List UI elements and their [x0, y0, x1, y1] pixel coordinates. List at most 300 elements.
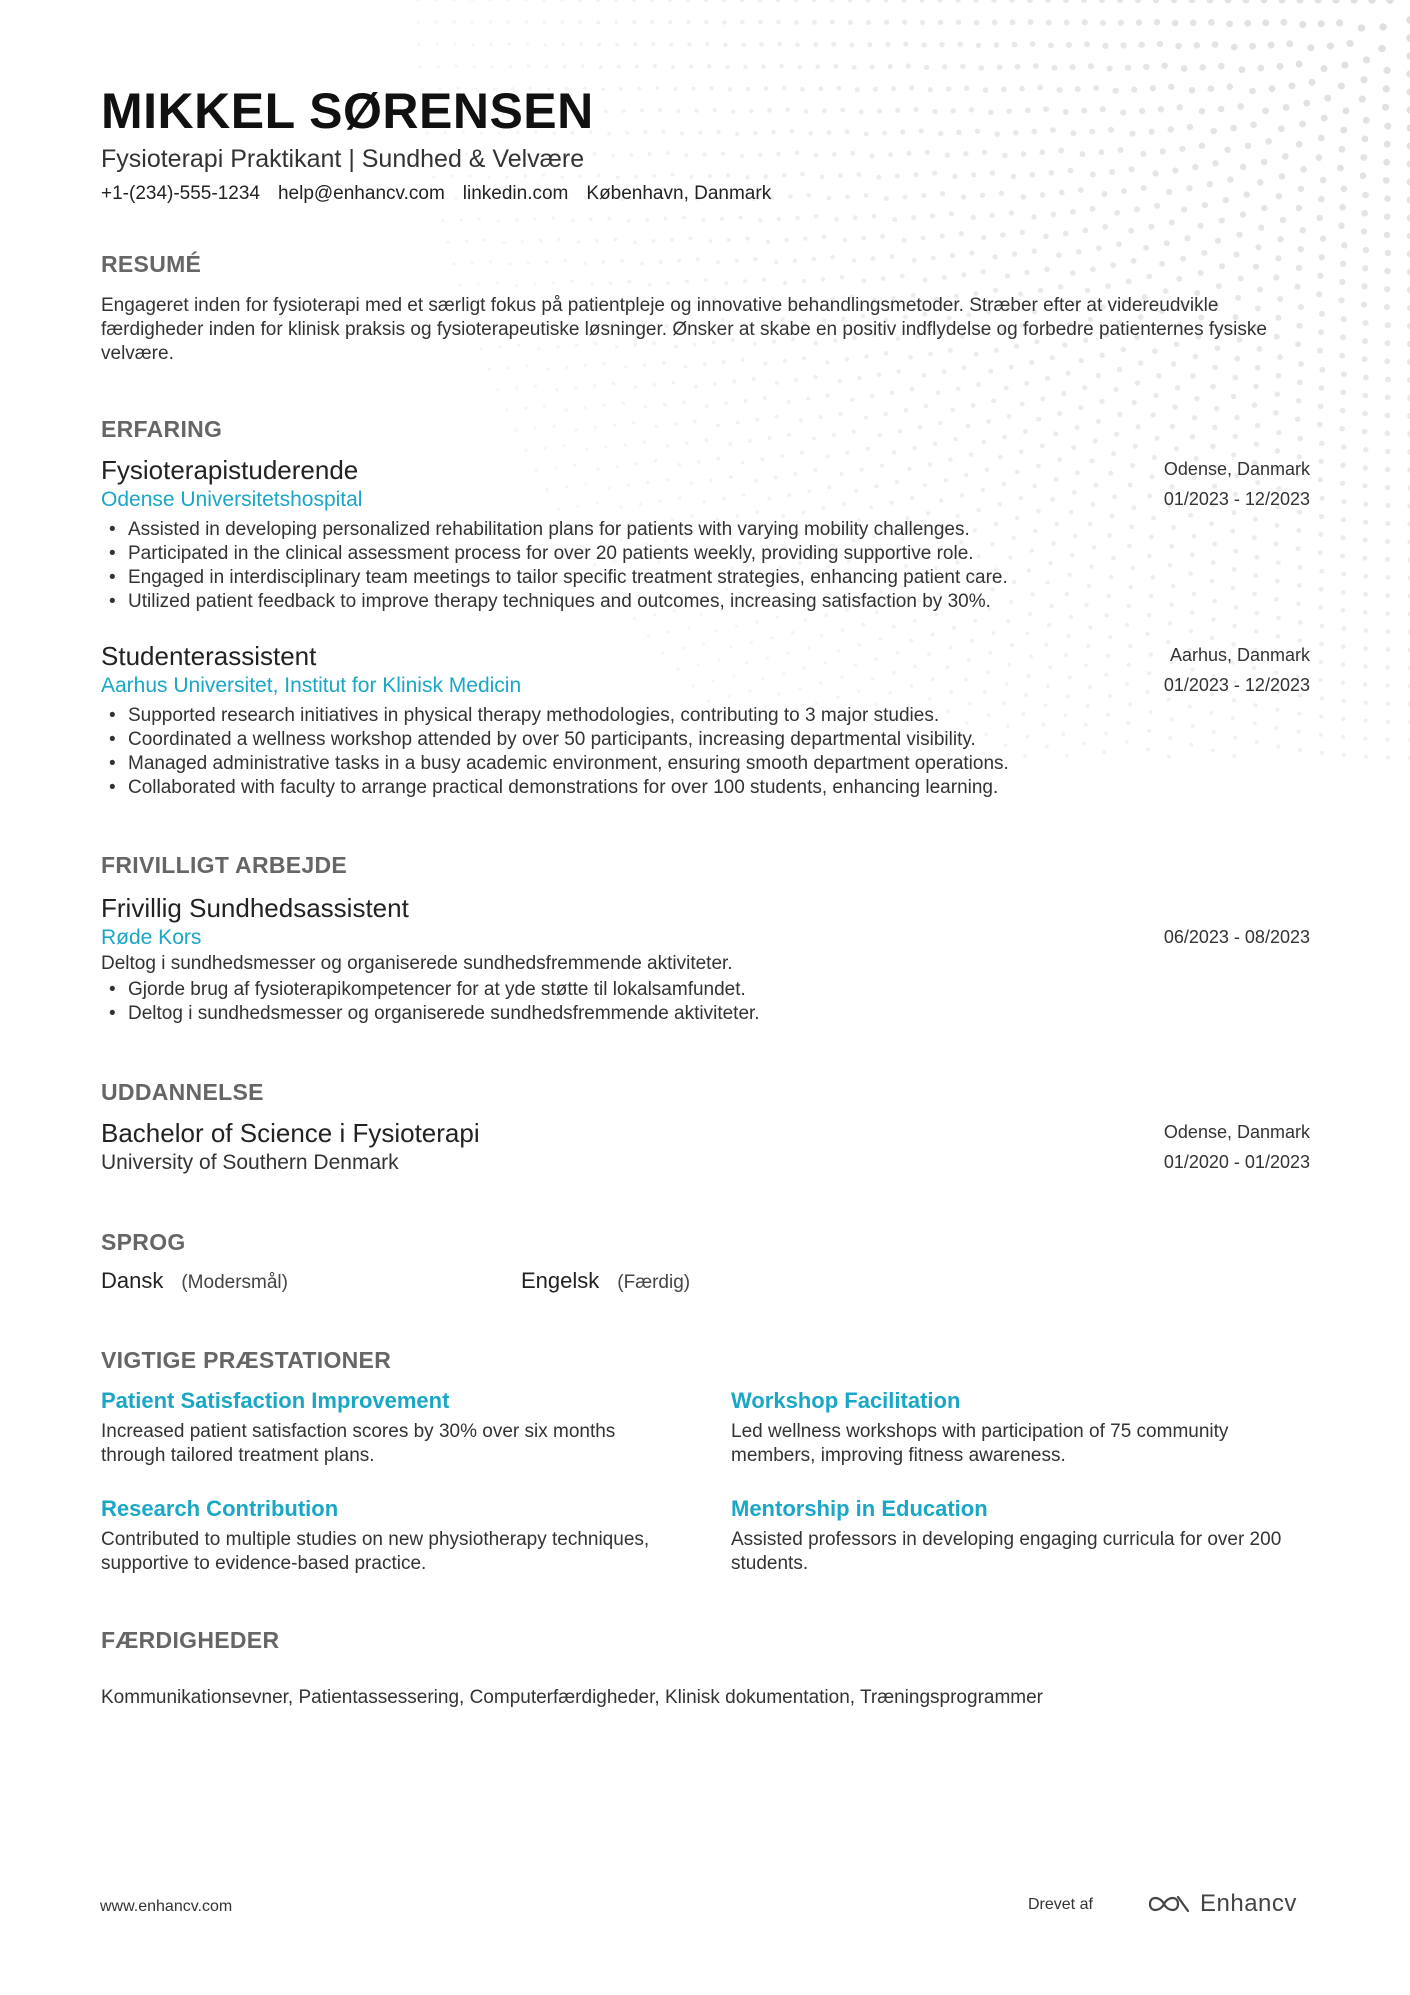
background-dot: [1341, 572, 1346, 577]
background-dot: [789, 129, 794, 134]
achievement-item: [731, 1386, 1311, 1468]
background-dot: [774, 260, 778, 264]
background-dot: [986, 419, 991, 424]
background-dot: [1341, 590, 1346, 595]
background-dot: [1276, 193, 1283, 200]
background-dot: [686, 0, 690, 2]
background-dot: [1276, 634, 1281, 639]
background-dot: [1168, 621, 1173, 626]
background-dot: [1109, 169, 1115, 175]
background-dot: [1303, 100, 1310, 107]
background-dot: [961, 272, 966, 277]
background-dot: [867, 42, 872, 47]
background-dot: [1175, 43, 1182, 50]
background-dot: [959, 231, 964, 236]
background-dot: [1342, 699, 1346, 703]
background-dot: [848, 0, 853, 3]
footer-website-link[interactable]: www.enhancv.com: [100, 1898, 233, 1915]
volunteer-organization[interactable]: Røde Kors: [101, 926, 202, 949]
background-dot: [1406, 52, 1410, 59]
background-dot: [613, 238, 617, 242]
background-dot: [1172, 404, 1177, 409]
background-dot: [1341, 517, 1346, 522]
background-dot: [724, 401, 728, 405]
background-dot: [533, 283, 536, 286]
background-dot: [1175, 385, 1181, 391]
achievement-item: [731, 1494, 1311, 1576]
background-dot: [716, 130, 720, 134]
background-dot: [563, 444, 566, 447]
education-degree: Bachelor of Science i Fysioterapi: [101, 1118, 480, 1148]
background-dot: [1224, 146, 1231, 153]
background-dot: [527, 261, 530, 264]
contact-email[interactable]: help@enhancv.com: [277, 183, 445, 204]
background-dot: [1232, 624, 1237, 629]
background-dot: [1025, 631, 1029, 635]
background-dot: [942, 369, 947, 374]
background-dot: [814, 153, 819, 158]
background-dot: [1046, 20, 1052, 26]
achievement-description: Increased patient satisfaction scores by 30% over six months through tailored treatment plans.: [101, 1421, 616, 1466]
background-dot: [495, 281, 498, 284]
volunteer-description: Deltog i sundhedsmesser og organiserede sundhedsfremmende aktiviteter.: [101, 953, 733, 974]
background-dot: [862, 278, 867, 283]
background-dot: [1009, 210, 1015, 216]
background-dot: [1153, 393, 1158, 398]
background-dot: [761, 64, 766, 69]
background-dot: [912, 258, 917, 263]
background-dot: [1406, 34, 1410, 41]
experience-organization[interactable]: Aarhus Universitet, Institut for Klinisk Medicin: [101, 674, 522, 697]
background-dot: [640, 262, 644, 266]
background-dot: [1385, 395, 1391, 401]
background-dot: [666, 151, 670, 155]
background-dot: [1275, 255, 1281, 261]
background-dot: [902, 238, 907, 243]
language-item: [101, 1268, 288, 1294]
education-entry: [101, 1117, 1310, 1177]
contact-linkedin[interactable]: linkedin.com: [462, 183, 569, 204]
background-dot: [1081, 108, 1087, 114]
background-dot: [1318, 550, 1323, 555]
background-dot: [1102, 224, 1108, 230]
background-dot: [1386, 0, 1394, 4]
background-dot: [1336, 19, 1343, 26]
background-dot: [1207, 0, 1214, 3]
background-dot: [931, 255, 936, 260]
background-dot: [991, 398, 996, 403]
background-dot: [1280, 19, 1287, 26]
background-dot: [666, 281, 670, 285]
background-dot: [812, 20, 817, 25]
background-dot: [1383, 159, 1390, 166]
background-dot: [808, 131, 813, 136]
background-dot: [1362, 338, 1368, 344]
background-dot: [447, 241, 450, 244]
background-dot: [1384, 358, 1390, 364]
background-dot: [892, 217, 897, 222]
background-dot: [1021, 151, 1027, 157]
background-dot: [1296, 61, 1303, 68]
background-dot: [1255, 244, 1261, 250]
background-dot: [1113, 387, 1118, 392]
background-dot: [814, 214, 819, 219]
background-dot: [655, 86, 659, 90]
background-dot: [434, 0, 437, 2]
volunteer-entry: [101, 892, 1310, 1026]
background-dot: [1385, 250, 1391, 256]
background-dot: [885, 42, 890, 47]
background-dot: [653, 383, 657, 387]
background-dot: [696, 257, 700, 261]
background-dot: [1154, 19, 1160, 25]
background-dot: [1298, 186, 1305, 193]
background-dot: [1384, 141, 1391, 148]
background-dot: [1020, 230, 1026, 236]
background-dot: [1319, 587, 1324, 592]
background-dot: [1156, 373, 1162, 379]
background-dot: [1211, 128, 1218, 135]
background-dot: [950, 108, 955, 113]
background-dot: [1363, 247, 1369, 253]
background-dot: [1319, 385, 1325, 391]
background-dot: [764, 86, 769, 91]
experience-location: Odense, Danmark: [1163, 459, 1310, 479]
background-dot: [864, 415, 868, 419]
background-dot: [643, 130, 647, 134]
background-dot: [950, 253, 955, 258]
background-dot: [992, 254, 997, 259]
background-dot: [652, 239, 656, 243]
background-dot: [1258, 225, 1264, 231]
background-dot: [671, 65, 675, 69]
background-dot: [1307, 44, 1314, 51]
background-dot: [919, 0, 924, 3]
achievement-description: Contributed to multiple studies on new physiotherapy techniques, supportive to evidence-based practice.: [101, 1529, 650, 1574]
background-dot: [960, 64, 966, 70]
background-dot: [1129, 131, 1135, 137]
background-dot: [1320, 65, 1327, 72]
background-dot: [1186, 185, 1192, 191]
background-dot: [507, 20, 510, 23]
background-dot: [644, 405, 648, 409]
background-dot: [1190, 373, 1196, 379]
background-dot: [597, 43, 601, 47]
background-dot: [1296, 0, 1303, 4]
background-dot: [1096, 419, 1101, 424]
background-dot: [1039, 149, 1045, 155]
background-dot: [1361, 210, 1368, 217]
background-dot: [1028, 19, 1034, 25]
contact-row: [101, 183, 771, 205]
background-dot: [776, 0, 781, 2]
background-dot: [521, 240, 524, 243]
background-dot: [601, 87, 605, 91]
background-dot: [590, 283, 594, 287]
background-dot: [799, 418, 803, 422]
background-dot: [850, 151, 855, 156]
experience-organization[interactable]: Odense Universitetshospital: [101, 488, 363, 511]
background-dot: [1172, 20, 1179, 27]
background-dot: [1071, 445, 1076, 450]
background-dot: [1385, 467, 1390, 472]
background-dot: [884, 20, 889, 25]
background-dot: [1273, 274, 1279, 280]
background-dot: [1340, 334, 1346, 340]
background-dot: [956, 130, 961, 135]
background-dot: [877, 109, 882, 114]
background-dot: [612, 382, 616, 386]
background-dot: [564, 259, 568, 263]
background-dot: [1384, 195, 1391, 202]
background-dot: [667, 630, 670, 633]
background-dot: [1099, 0, 1105, 3]
background-dot: [1159, 261, 1165, 267]
education-school: University of Southern Denmark: [101, 1151, 399, 1174]
background-dot: [903, 194, 908, 199]
background-dot: [1168, 84, 1174, 90]
background-dot: [740, 20, 745, 25]
background-dot: [1386, 702, 1390, 706]
background-dot: [940, 191, 945, 196]
background-dot: [1107, 65, 1113, 71]
background-dot: [1084, 41, 1090, 47]
background-dot: [1070, 130, 1076, 136]
background-dot: [920, 20, 925, 25]
background-dot: [1066, 634, 1070, 638]
background-dot: [721, 151, 725, 155]
background-dot: [1253, 384, 1259, 390]
background-dot: [1406, 106, 1410, 113]
background-dot: [609, 281, 613, 285]
background-dot: [1125, 65, 1131, 71]
background-dot: [465, 240, 468, 243]
background-dot: [1040, 192, 1046, 198]
background-dot: [544, 447, 547, 450]
background-dot: [856, 172, 861, 177]
background-dot: [685, 280, 689, 284]
background-dot: [1386, 738, 1390, 742]
education-meta: [1164, 1117, 1310, 1177]
background-dot: [1212, 425, 1217, 430]
background-dot: [976, 382, 981, 387]
background-dot: [901, 0, 906, 3]
background-dot: [1199, 64, 1206, 71]
background-dot: [1002, 434, 1007, 439]
contact-phone[interactable]: +1-(234)-555-1234: [101, 183, 260, 204]
background-dot: [1385, 611, 1390, 616]
background-dot: [1153, 0, 1159, 3]
background-dot: [1360, 172, 1367, 179]
achievement-title: Patient Satisfaction Improvement: [101, 1388, 450, 1413]
background-dot: [1308, 79, 1315, 86]
background-dot: [650, 0, 654, 2]
background-dot: [595, 239, 599, 243]
background-dot: [594, 426, 597, 429]
background-dot: [497, 219, 500, 222]
background-dot: [1385, 322, 1391, 328]
background-dot: [1385, 539, 1390, 544]
background-dot: [738, 215, 742, 219]
background-dot: [767, 108, 772, 113]
background-dot: [1339, 204, 1346, 211]
background-dot: [1360, 76, 1367, 83]
background-dot: [1099, 399, 1104, 404]
background-dot: [1257, 65, 1264, 72]
background-dot: [997, 64, 1003, 70]
background-dot: [1238, 275, 1244, 281]
background-dot: [800, 172, 805, 177]
experience-meta: [1164, 640, 1310, 700]
background-dot: [1231, 394, 1237, 400]
background-dot: [758, 20, 763, 25]
bullet-item: • Coordinated a wellness workshop attended by over 50 participants, increasing departmental visibility.: [101, 728, 1310, 752]
achievement-title: Research Contribution: [101, 1496, 339, 1521]
background-dot: [988, 369, 993, 374]
background-dot: [693, 420, 697, 424]
background-dot: [1148, 224, 1154, 230]
background-dot: [1363, 501, 1368, 506]
background-dot: [565, 366, 568, 369]
background-dot: [616, 176, 620, 180]
background-dot: [806, 397, 810, 401]
background-dot: [1118, 20, 1124, 26]
background-dot: [432, 176, 435, 179]
background-dot: [767, 436, 771, 440]
background-dot: [1047, 623, 1051, 627]
background-dot: [604, 110, 608, 114]
background-dot: [1386, 629, 1391, 634]
background-dot: [1218, 63, 1225, 70]
background-dot: [1102, 43, 1108, 49]
background-dot: [1319, 714, 1323, 718]
background-dot: [1276, 430, 1282, 436]
background-dot: [1407, 197, 1410, 204]
background-dot: [871, 214, 876, 219]
background-dot: [1361, 228, 1368, 235]
background-dot: [524, 0, 528, 2]
background-dot: [555, 388, 558, 391]
background-dot: [966, 424, 971, 429]
background-dot: [668, 0, 672, 2]
background-dot: [981, 269, 986, 274]
background-dot: [973, 619, 977, 623]
background-dot: [755, 418, 759, 422]
background-dot: [643, 440, 647, 444]
background-dot: [812, 437, 816, 441]
background-dot: [1316, 154, 1323, 161]
background-dot: [911, 215, 916, 220]
background-dot: [1385, 485, 1390, 490]
background-dot: [1139, 42, 1145, 48]
background-dot: [1187, 124, 1193, 130]
language-item: [521, 1268, 690, 1294]
background-dot: [1362, 411, 1368, 417]
background-dot: [802, 279, 807, 284]
background-dot: [1363, 117, 1370, 124]
background-dot: [758, 0, 763, 2]
background-dot: [1025, 107, 1031, 113]
background-dot: [632, 20, 636, 24]
background-dot: [1360, 154, 1367, 161]
background-dot: [838, 173, 843, 178]
background-dot: [1045, 0, 1051, 3]
bullet-item: • Engaged in interdisciplinary team meetings to tailor specific treatment strategies, enhancing patient care.: [101, 566, 1310, 590]
background-dot: [1070, 209, 1076, 215]
background-dot: [1146, 273, 1152, 279]
language-name: Dansk: [101, 1268, 164, 1293]
experience-entry: [101, 640, 1310, 800]
background-dot: [1282, 153, 1289, 160]
background-dot: [1316, 291, 1322, 297]
background-dot: [910, 387, 915, 392]
background-dot: [794, 20, 799, 25]
background-dot: [685, 441, 689, 445]
background-dot: [1339, 353, 1345, 359]
background-dot: [725, 65, 729, 69]
background-dot: [546, 368, 549, 371]
background-dot: [845, 194, 850, 199]
background-dot: [871, 256, 876, 261]
background-dot: [453, 43, 456, 46]
background-dot: [1363, 610, 1368, 615]
background-dot: [1170, 424, 1175, 429]
background-dot: [979, 65, 985, 71]
background-dot: [655, 425, 659, 429]
background-dot: [1286, 40, 1293, 47]
background-dot: [1288, 82, 1295, 89]
background-dot: [855, 87, 860, 92]
background-dot: [1320, 751, 1324, 755]
background-dot: [682, 400, 686, 404]
background-dot: [891, 86, 896, 91]
background-dot: [981, 440, 986, 445]
background-dot: [990, 170, 996, 176]
background-dot: [708, 239, 712, 243]
background-dot: [585, 448, 588, 451]
background-dot: [834, 217, 839, 222]
background-dot: [491, 65, 494, 68]
background-dot: [670, 238, 674, 242]
background-dot: [969, 250, 974, 255]
background-dot: [713, 108, 717, 112]
background-dot: [918, 425, 923, 430]
background-dot: [776, 152, 781, 157]
background-dot: [1090, 206, 1096, 212]
background-dot: [713, 382, 717, 386]
footer-brand[interactable]: [1146, 1890, 1297, 1918]
background-dot: [563, 65, 567, 69]
background-dot: [1278, 125, 1285, 132]
background-dot: [1121, 188, 1127, 194]
background-dot: [469, 174, 472, 177]
background-dot: [1114, 432, 1119, 437]
background-dot: [488, 368, 491, 371]
background-dot: [1139, 108, 1145, 114]
background-dot: [1179, 146, 1185, 152]
background-dot: [963, 151, 968, 156]
background-dot: [1219, 263, 1225, 269]
background-dot: [942, 64, 947, 69]
background-dot: [902, 19, 907, 24]
achievement-description: Led wellness workshops with participation of 75 community members, improving fitness awareness.: [731, 1421, 1229, 1466]
background-dot: [942, 275, 947, 280]
background-dot: [873, 87, 878, 92]
background-dot: [703, 152, 707, 156]
volunteer-role: Frivillig Sundhedsassistent: [101, 893, 409, 923]
background-dot: [1194, 396, 1200, 402]
background-dot: [865, 0, 870, 3]
